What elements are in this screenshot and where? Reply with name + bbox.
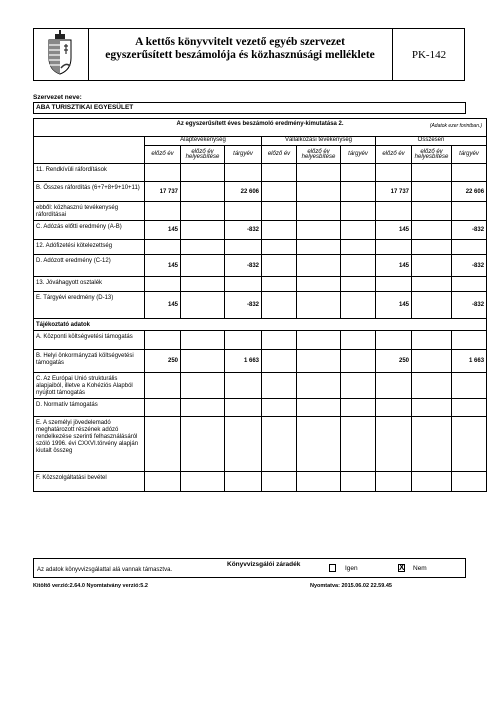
info-value-cell[interactable]: 1 663 [225, 350, 262, 373]
info-value-cell[interactable] [341, 472, 376, 492]
statement-value-cell[interactable] [262, 255, 297, 277]
statement-value-cell[interactable] [412, 292, 452, 319]
info-value-cell[interactable] [376, 472, 412, 492]
statement-value-cell[interactable] [262, 164, 297, 182]
info-value-cell[interactable]: 250 [145, 350, 181, 373]
statement-value-cell[interactable] [412, 202, 452, 221]
statement-value-cell[interactable] [412, 255, 452, 277]
statement-value-cell[interactable]: -832 [452, 221, 487, 240]
statement-value-cell[interactable] [181, 292, 225, 319]
statement-row-label: B. Összes ráfordítás (6+7+8+9+10+11) [34, 182, 145, 202]
info-value-cell[interactable] [262, 399, 297, 417]
organization-label: Szervezet neve: [33, 94, 82, 101]
info-value-cell[interactable] [225, 472, 262, 492]
statement-value-cell[interactable] [262, 221, 297, 240]
statement-value-cell[interactable] [297, 277, 341, 292]
statement-row [34, 164, 487, 182]
group-header-business: Vállalkozási tevékenység [262, 137, 376, 146]
statement-row [34, 240, 487, 255]
organization-name-field[interactable]: ABA TURISZTIKAI EGYESÜLET [33, 102, 466, 114]
info-value-cell[interactable] [181, 331, 225, 350]
statement-value-cell[interactable]: 145 [145, 292, 181, 319]
info-row-label: B. Helyi önkormányzati költségvetési támogatás [34, 350, 145, 373]
info-value-cell[interactable]: 250 [376, 350, 412, 373]
statement-value-cell[interactable]: 145 [376, 292, 412, 319]
statement-row-label: 12. Adófizetési kötelezettség [34, 240, 145, 255]
statement-value-cell[interactable] [297, 182, 341, 202]
info-value-cell[interactable] [297, 350, 341, 373]
form-code: PK-142 [392, 28, 465, 81]
info-value-cell[interactable] [452, 417, 487, 472]
statement-value-cell[interactable] [297, 292, 341, 319]
statement-value-cell[interactable] [145, 164, 181, 182]
statement-value-cell[interactable] [181, 164, 225, 182]
info-value-cell[interactable]: 1 663 [452, 350, 487, 373]
statement-value-cell[interactable]: 145 [145, 221, 181, 240]
info-row-label: D. Normatív támogatás [34, 399, 145, 417]
statement-value-cell[interactable] [262, 277, 297, 292]
statement-value-cell[interactable] [297, 221, 341, 240]
table-title-cell [34, 119, 487, 137]
statement-value-cell[interactable] [145, 202, 181, 221]
subheader-current-year: tárgyév [225, 146, 262, 164]
info-value-cell[interactable] [262, 472, 297, 492]
subheader-prev-year: előző év [145, 146, 181, 164]
statement-value-cell[interactable] [341, 277, 376, 292]
info-value-cell[interactable] [262, 417, 297, 472]
statement-value-cell[interactable] [225, 164, 262, 182]
info-value-cell[interactable] [225, 373, 262, 399]
info-value-cell[interactable] [225, 417, 262, 472]
info-value-cell[interactable] [412, 373, 452, 399]
statement-row [34, 277, 487, 292]
statement-value-cell[interactable] [262, 292, 297, 319]
subheader-prev-correction: előző év helyesbítése [181, 146, 225, 164]
statement-row-label: 11. Rendkívüli ráfordítások [34, 164, 145, 182]
statement-value-cell[interactable] [412, 182, 452, 202]
info-value-cell[interactable] [145, 472, 181, 492]
statement-value-cell[interactable]: -832 [225, 255, 262, 277]
info-value-cell[interactable] [341, 417, 376, 472]
statement-value-cell[interactable] [376, 202, 412, 221]
info-value-cell[interactable] [412, 472, 452, 492]
info-value-cell[interactable] [452, 331, 487, 350]
info-value-cell[interactable] [376, 331, 412, 350]
coat-of-arms-icon [33, 28, 89, 81]
info-value-cell[interactable] [297, 399, 341, 417]
statement-value-cell[interactable] [181, 255, 225, 277]
subheader-prev-correction: előző év helyesbítése [297, 146, 341, 164]
statement-value-cell[interactable]: 145 [376, 255, 412, 277]
statement-value-cell[interactable]: -832 [225, 292, 262, 319]
statement-value-cell[interactable] [297, 240, 341, 255]
statement-row-label: D. Adózott eredmény (C-12) [34, 255, 145, 277]
statement-value-cell[interactable]: -832 [225, 221, 262, 240]
info-value-cell[interactable] [412, 350, 452, 373]
info-value-cell[interactable] [341, 331, 376, 350]
group-header-base: Alaptevékenység [145, 137, 262, 146]
info-row [34, 331, 487, 350]
audit-title: Könyvvizsgálói záradék [227, 561, 301, 568]
statement-value-cell[interactable]: -832 [452, 255, 487, 277]
info-value-cell[interactable] [376, 399, 412, 417]
info-value-cell[interactable] [145, 373, 181, 399]
info-value-cell[interactable] [297, 417, 341, 472]
subheader-prev-year: előző év [262, 146, 297, 164]
group-header-total: Összesen [376, 137, 487, 146]
statement-value-cell[interactable]: 17 737 [145, 182, 181, 202]
info-value-cell[interactable] [181, 399, 225, 417]
statement-row [34, 255, 487, 277]
audit-no-label: Nem [413, 565, 427, 572]
statement-value-cell[interactable] [181, 202, 225, 221]
version-info: Kitöltő verzió:2.64.0 Nyomtatvány verzió:5.2 [33, 583, 148, 589]
info-row-label: E. A személyi jövedelemadó meghatározott részének adózó rendelkezése szerinti felhasználásáról szóló 1996. évi CXXVI.törvény alapján kiutalt összeg [34, 417, 145, 472]
info-value-cell[interactable] [452, 373, 487, 399]
statement-value-cell[interactable] [225, 240, 262, 255]
form-title-line2: egyszerűsített beszámolója és közhasznúsági melléklete [105, 49, 375, 61]
subheader-current-year: tárgyév [341, 146, 376, 164]
info-value-cell[interactable] [181, 417, 225, 472]
info-value-cell[interactable] [376, 373, 412, 399]
info-value-cell[interactable] [412, 331, 452, 350]
statement-value-cell[interactable] [341, 240, 376, 255]
info-value-cell[interactable] [452, 399, 487, 417]
statement-value-cell[interactable] [452, 164, 487, 182]
info-value-cell[interactable] [297, 331, 341, 350]
info-row [34, 472, 487, 492]
subheader-prev-correction: előző év helyesbítése [412, 146, 452, 164]
statement-value-cell[interactable] [341, 221, 376, 240]
statement-row-label: ebből: közhasznú tevékenység ráfordításai [34, 202, 145, 221]
statement-row-label: 13. Jóváhagyott osztalék [34, 277, 145, 292]
info-value-cell[interactable] [376, 417, 412, 472]
table-title: Az egyszerűsített éves beszámoló eredmény-kimutatása 2. [176, 121, 344, 127]
statement-value-cell[interactable] [341, 164, 376, 182]
info-value-cell[interactable] [341, 399, 376, 417]
info-value-cell[interactable] [145, 417, 181, 472]
statement-row [34, 221, 487, 240]
statement-value-cell[interactable] [412, 277, 452, 292]
info-value-cell[interactable] [262, 350, 297, 373]
statement-value-cell[interactable] [376, 240, 412, 255]
info-value-cell[interactable] [412, 399, 452, 417]
form-title-line1: A kettős könyvvitelt vezető egyéb szervezet [135, 36, 345, 48]
audit-yes-label: Igen [345, 565, 358, 572]
statement-value-cell[interactable] [262, 182, 297, 202]
info-value-cell[interactable] [297, 373, 341, 399]
info-value-cell[interactable] [341, 373, 376, 399]
statement-value-cell[interactable] [341, 182, 376, 202]
statement-value-cell[interactable]: 22 606 [225, 182, 262, 202]
statement-value-cell[interactable] [341, 255, 376, 277]
info-value-cell[interactable] [181, 373, 225, 399]
statement-value-cell[interactable] [341, 292, 376, 319]
info-value-cell[interactable] [225, 331, 262, 350]
info-row [34, 350, 487, 373]
statement-value-cell[interactable] [225, 202, 262, 221]
info-row [34, 373, 487, 399]
statement-value-cell[interactable] [412, 221, 452, 240]
info-value-cell[interactable] [262, 331, 297, 350]
audit-no-checkbox[interactable]: X [399, 563, 405, 572]
info-value-cell[interactable] [145, 399, 181, 417]
statement-row-label: E. Tárgyévi eredmény (D-13) [34, 292, 145, 319]
statement-value-cell[interactable] [412, 240, 452, 255]
statement-value-cell[interactable] [225, 277, 262, 292]
info-value-cell[interactable] [145, 331, 181, 350]
info-section-header: Tájékoztató adatok [34, 319, 487, 331]
statement-value-cell[interactable]: -832 [452, 292, 487, 319]
info-value-cell[interactable] [262, 373, 297, 399]
statement-value-cell[interactable] [452, 240, 487, 255]
statement-value-cell[interactable]: 22 606 [452, 182, 487, 202]
unit-note: (Adatok ezer forintban.) [429, 123, 483, 129]
form-title [90, 36, 390, 62]
audit-text: Az adatok könyvvizsgálattal alá vannak támasztva. [37, 567, 173, 573]
info-value-cell[interactable] [297, 472, 341, 492]
subheader-prev-year: előző év [376, 146, 412, 164]
statement-value-cell[interactable] [145, 240, 181, 255]
info-row [34, 399, 487, 417]
statement-value-cell[interactable]: 17 737 [376, 182, 412, 202]
info-value-cell[interactable] [412, 417, 452, 472]
statement-value-cell[interactable] [297, 255, 341, 277]
statement-value-cell[interactable] [181, 277, 225, 292]
statement-value-cell[interactable] [412, 164, 452, 182]
info-row-label: A. Központi költségvetési támogatás [34, 331, 145, 350]
info-row-label: C. Az Európai Unió strukturális alapjaiból, illetve a Kohéziós Alapból nyújtott támogatás [34, 373, 145, 399]
statement-row [34, 182, 487, 202]
statement-value-cell[interactable]: 145 [376, 221, 412, 240]
info-value-cell[interactable] [225, 399, 262, 417]
info-row [34, 417, 487, 472]
label-header [34, 137, 145, 164]
statement-row [34, 292, 487, 319]
statement-value-cell[interactable] [376, 277, 412, 292]
statement-value-cell[interactable] [145, 277, 181, 292]
statement-value-cell[interactable] [181, 240, 225, 255]
statement-value-cell[interactable] [341, 202, 376, 221]
audit-yes-checkbox[interactable] [329, 564, 336, 572]
info-value-cell[interactable] [452, 472, 487, 492]
statement-value-cell[interactable] [181, 182, 225, 202]
income-statement-table [33, 118, 487, 492]
info-value-cell[interactable] [181, 472, 225, 492]
subheader-current-year: tárgyév [452, 146, 487, 164]
info-value-cell[interactable] [181, 350, 225, 373]
print-timestamp: Nyomtatva: 2015.06.02 22.59.45 [310, 583, 392, 589]
statement-value-cell[interactable] [297, 164, 341, 182]
statement-row [34, 202, 487, 221]
statement-value-cell[interactable] [452, 277, 487, 292]
statement-value-cell[interactable] [262, 202, 297, 221]
info-value-cell[interactable] [341, 350, 376, 373]
statement-value-cell[interactable]: 145 [145, 255, 181, 277]
statement-value-cell[interactable] [376, 164, 412, 182]
statement-row-label: C. Adózás előtti eredmény (A-B) [34, 221, 145, 240]
statement-value-cell[interactable] [181, 221, 225, 240]
info-row-label: F. Közszolgáltatási bevétel [34, 472, 145, 492]
statement-value-cell[interactable] [297, 202, 341, 221]
statement-value-cell[interactable] [262, 240, 297, 255]
statement-value-cell[interactable] [452, 202, 487, 221]
